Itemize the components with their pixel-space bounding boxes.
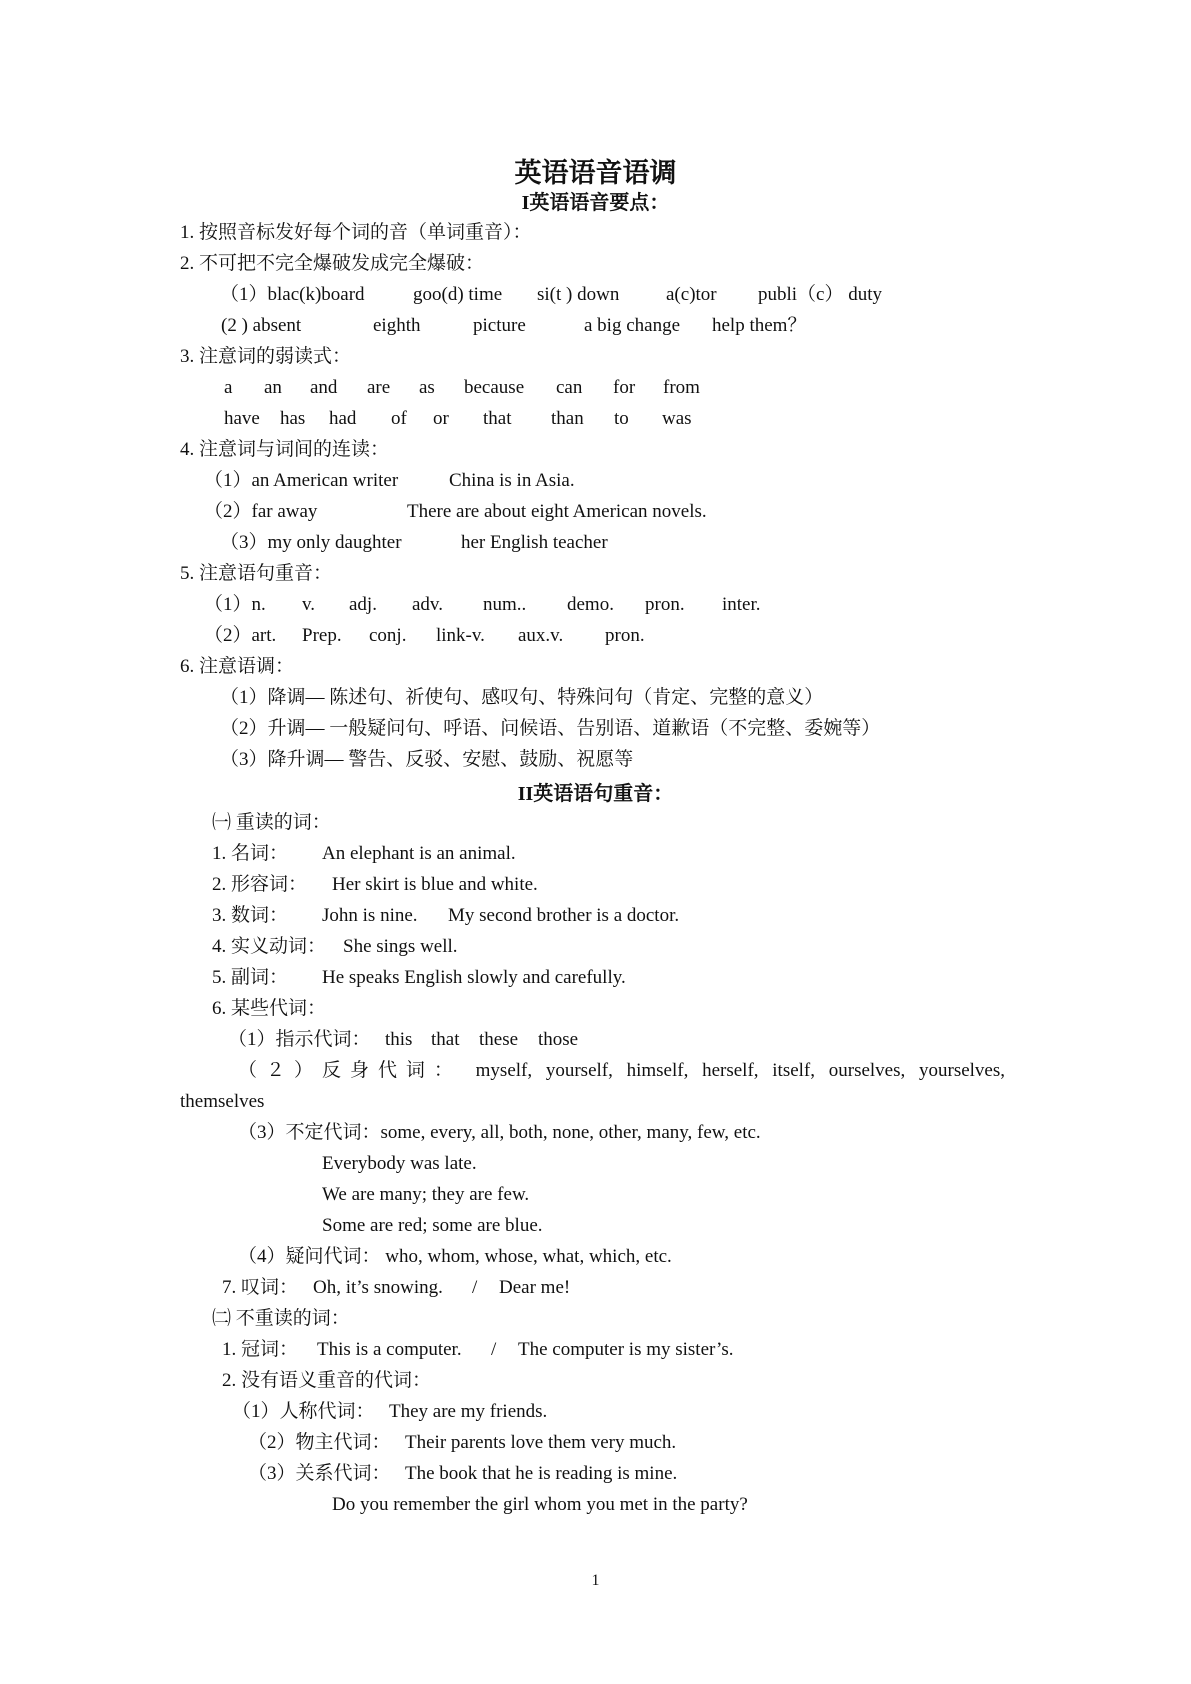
example-sentence: An elephant is an animal. (322, 843, 516, 864)
example-sentence: John is nine. (322, 905, 418, 926)
weak-form-word: had (329, 408, 357, 429)
weak-form-word: that (483, 408, 512, 429)
part-of-speech: demo. (567, 594, 614, 615)
part-of-speech: num.. (483, 594, 527, 615)
category-label: （1）人称代词： (232, 1401, 375, 1422)
separator-slash: / (491, 1339, 497, 1360)
category-label: 5. 副词： (212, 967, 289, 988)
example-sentence: We are many; they are few. (322, 1184, 530, 1205)
example-word: a big change (584, 315, 681, 336)
interrogative-pronouns-row: （4）疑问代词： who, whom, whose, what, which, etc. (238, 1246, 672, 1267)
part-of-speech: pron. (645, 594, 685, 615)
category-label: （2）物主代词： (248, 1432, 391, 1453)
linking-example: There are about eight American novels. (407, 501, 707, 522)
indefinite-pronouns-row: （3）不定代词：some, every, all, both, none, other, many, few, etc. (238, 1122, 761, 1143)
weak-form-word: than (551, 408, 584, 429)
item-4: 4. 注意词与词间的连读： (180, 439, 390, 460)
weak-form-word: and (310, 377, 338, 398)
example-word: this (385, 1029, 413, 1050)
part-of-speech: aux.v. (518, 625, 564, 646)
part-of-speech: pron. (605, 625, 645, 646)
part-of-speech: inter. (722, 594, 761, 615)
unstressed-pronouns-heading: 2. 没有语义重音的代词： (222, 1370, 432, 1391)
weak-form-word: was (662, 408, 692, 429)
stressed-row-pronouns: 6. 某些代词： (212, 998, 327, 1019)
example-sentence: My second brother is a doctor. (448, 905, 680, 926)
intonation-rising: （2）升调— 一般疑问句、呼语、问候语、告别语、道歉语（不完整、委婉等） (220, 718, 881, 739)
example-sentence: She sings well. (343, 936, 458, 957)
linking-example: China is in Asia. (449, 470, 575, 491)
intonation-falling: （1）降调— 陈述句、祈使句、感叹句、特殊问句（肯定、完整的意义） (220, 687, 824, 708)
example-sentence: They are my friends. (389, 1401, 548, 1422)
example-sentence: Do you remember the girl whom you met in the party? (332, 1494, 748, 1515)
example-word: these (479, 1029, 519, 1050)
example-sentence: Some are red; some are blue. (322, 1215, 543, 1236)
reflexive-pronouns-row: （２）反身代词： myself, yourself, himself, herself, itself, ourselves, yourselves, (238, 1060, 1005, 1081)
category-label: （3）关系代词： (248, 1463, 391, 1484)
weak-form-word: an (264, 377, 282, 398)
weak-form-word: as (419, 377, 435, 398)
example-sentence: The book that he is reading is mine. (405, 1463, 678, 1484)
section-heading-2: II英语语句重音： (517, 783, 674, 805)
part-of-speech: link-v. (436, 625, 485, 646)
example-word: that (431, 1029, 460, 1050)
part-of-speech: adv. (412, 594, 443, 615)
weak-form-word: for (613, 377, 636, 398)
example-sentence: Dear me! (499, 1277, 571, 1298)
part-of-speech: Prep. (302, 625, 342, 646)
weak-form-word: has (280, 408, 306, 429)
weak-form-word: from (663, 377, 700, 398)
part-of-speech: conj. (369, 625, 407, 646)
example-word: a(c)tor (666, 284, 717, 305)
stressed-words-heading: ㈠ 重读的词： (212, 812, 331, 833)
unstressed-words-heading: ㈡ 不重读的词： (212, 1308, 350, 1329)
example-word: those (538, 1029, 579, 1050)
page-number: 1 (591, 1572, 600, 1589)
example-sentence: Their parents love them very much. (405, 1432, 677, 1453)
linking-example: （3）my only daughter (220, 532, 402, 553)
weak-form-word: because (464, 377, 525, 398)
example-word: eighth (373, 315, 421, 336)
category-label: 7. 叹词： (222, 1277, 299, 1298)
linking-example: （1）an American writer (204, 470, 399, 491)
example-sentence: Everybody was late. (322, 1153, 477, 1174)
weak-form-word: can (556, 377, 583, 398)
weak-form-word: to (614, 408, 629, 429)
linking-example: her English teacher (461, 532, 608, 553)
example-sentence: Oh, it’s snowing. (313, 1277, 443, 1298)
example-word: publi（c） duty (758, 284, 883, 305)
example-word: picture (473, 315, 526, 336)
example-word: （1）blac(k)board (220, 284, 365, 305)
weak-form-word: or (433, 408, 449, 429)
item-3: 3. 注意词的弱读式： (180, 346, 352, 367)
item-6: 6. 注意语调： (180, 656, 295, 677)
example-word: (2 ) absent (221, 315, 302, 336)
category-label: 4. 实义动词： (212, 936, 327, 957)
item-2: 2. 不可把不完全爆破发成完全爆破： (180, 253, 485, 274)
reflexive-pronouns-continued: themselves (180, 1091, 265, 1112)
document-title: 英语语音语调 (514, 158, 677, 188)
category-label: 3. 数词： (212, 905, 289, 926)
item-1: 1. 按照音标发好每个词的音（单词重音）： (180, 222, 532, 243)
weak-form-word: of (391, 408, 407, 429)
part-of-speech: （2）art. (204, 625, 277, 646)
weak-form-word: a (224, 377, 233, 398)
weak-form-word: are (367, 377, 391, 398)
example-sentence: The computer is my sister’s. (518, 1339, 734, 1360)
linking-example: （2）far away (204, 501, 318, 522)
example-word: si(t ) down (537, 284, 620, 305)
category-label: 1. 冠词： (222, 1339, 299, 1360)
separator-slash: / (472, 1277, 478, 1298)
intonation-fall-rise: （3）降升调— 警告、反驳、安慰、鼓励、祝愿等 (220, 749, 634, 770)
item-5: 5. 注意语句重音： (180, 563, 333, 584)
part-of-speech: （1）n. (204, 594, 266, 615)
example-sentence: Her skirt is blue and white. (332, 874, 538, 895)
example-sentence: This is a computer. (317, 1339, 462, 1360)
weak-form-word: have (224, 408, 260, 429)
part-of-speech: adj. (349, 594, 377, 615)
example-word: help them？ (712, 315, 807, 336)
category-label: 2. 形容词： (212, 874, 308, 895)
part-of-speech: v. (302, 594, 316, 615)
example-sentence: He speaks English slowly and carefully. (322, 967, 626, 988)
section-heading-1: I英语语音要点： (521, 192, 670, 214)
example-word: goo(d) time (413, 284, 503, 305)
category-label: （1）指示代词： (228, 1029, 371, 1050)
category-label: 1. 名词： (212, 843, 289, 864)
